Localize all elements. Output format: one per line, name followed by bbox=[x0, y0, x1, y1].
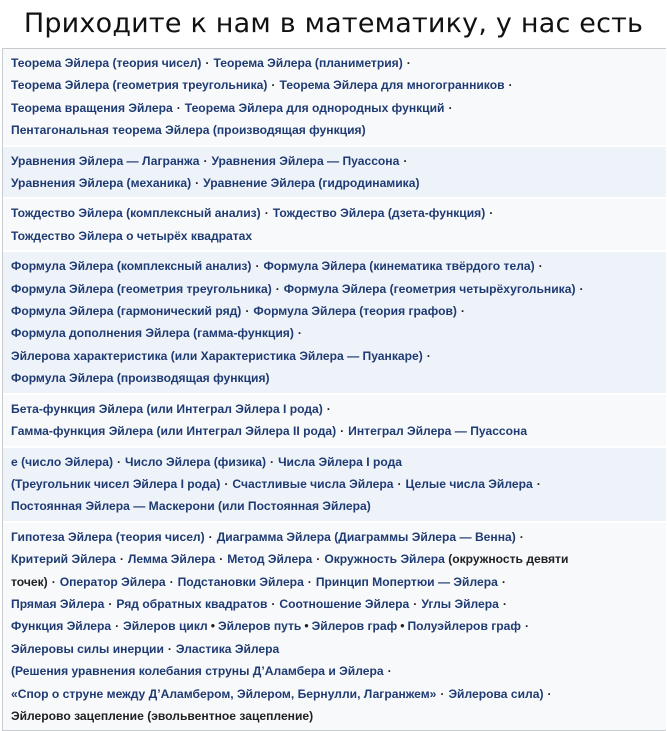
dot-separator: · bbox=[195, 176, 200, 191]
dot-separator: · bbox=[460, 304, 465, 319]
dot-separator: · bbox=[397, 476, 402, 491]
navbox-link[interactable]: Интеграл Эйлера — Пуассона bbox=[348, 424, 528, 439]
dot-separator: · bbox=[271, 596, 276, 611]
navbox-link[interactable]: Счастливые числа Эйлера bbox=[232, 476, 394, 491]
navbox-link[interactable]: Прямая Эйлера bbox=[11, 596, 105, 611]
navbox-line bbox=[11, 548, 658, 570]
navbox-line bbox=[11, 398, 658, 420]
dot-separator: · bbox=[519, 529, 524, 544]
dot-separator: · bbox=[307, 574, 312, 589]
navbox-link[interactable]: Теорема вращения Эйлера bbox=[11, 100, 173, 115]
navbox-link[interactable]: Эйлеров путь bbox=[217, 619, 302, 634]
dot-separator: · bbox=[119, 552, 124, 567]
dot-separator: · bbox=[316, 552, 321, 567]
navbox-line bbox=[11, 526, 658, 548]
navbox-group bbox=[3, 395, 666, 446]
navbox-line bbox=[11, 571, 658, 593]
navbox-line bbox=[11, 367, 658, 389]
navbox-link[interactable]: Подстановки Эйлера bbox=[177, 574, 304, 589]
navbox-link[interactable]: Диаграмма Эйлера (Диаграммы Эйлера — Венна) bbox=[216, 529, 516, 544]
dot-separator: · bbox=[208, 529, 213, 544]
navbox-link[interactable]: Формула Эйлера (кинематика твёрдого тела) bbox=[263, 259, 535, 274]
navbox-link[interactable]: Формула Эйлера (геометрия четырёхугольника) bbox=[283, 281, 576, 296]
dot-separator: · bbox=[536, 476, 541, 491]
navbox-line bbox=[11, 255, 658, 277]
navbox-link[interactable]: Числа Эйлера I рода bbox=[278, 454, 402, 469]
navbox-line bbox=[11, 638, 658, 660]
dot-separator: · bbox=[426, 348, 431, 363]
dot-separator: · bbox=[579, 281, 584, 296]
navbox-group bbox=[3, 49, 666, 145]
navbox-link[interactable]: Метод Эйлера bbox=[227, 552, 313, 567]
navbox-link[interactable]: (Решения уравнения колебания струны Д’Аламбера и Эйлера bbox=[11, 664, 384, 679]
dot-separator: · bbox=[255, 259, 260, 274]
navbox-link[interactable]: Эйлеров граф bbox=[311, 619, 398, 634]
navbox-line bbox=[11, 615, 658, 637]
navbox-link[interactable]: Тождество Эйлера о четырёх квадратах bbox=[11, 228, 253, 243]
dot-separator: · bbox=[203, 153, 208, 168]
navbox-link[interactable]: Бета-функция Эйлера (или Интеграл Эйлера I рода) bbox=[11, 401, 323, 416]
navbox-link[interactable]: Критерий Эйлера bbox=[11, 552, 116, 567]
navbox-link[interactable]: Ряд обратных квадратов bbox=[116, 596, 268, 611]
navbox-text: точек) bbox=[11, 574, 48, 589]
navbox-line bbox=[11, 593, 658, 615]
navbox-line bbox=[11, 705, 658, 727]
navbox-line bbox=[11, 322, 658, 344]
navbox-link[interactable]: Тождество Эйлера (дзета-функция) bbox=[272, 206, 486, 221]
navbox-line bbox=[11, 97, 658, 119]
dot-separator: · bbox=[489, 206, 494, 221]
dot-separator: · bbox=[406, 56, 411, 70]
bullet-separator: • bbox=[400, 619, 405, 634]
dot-separator: · bbox=[117, 454, 122, 469]
navbox-line bbox=[11, 660, 658, 682]
navbox-link[interactable]: Эйлеровы силы инерции bbox=[11, 641, 164, 656]
dot-separator: · bbox=[51, 574, 56, 589]
navbox-link[interactable]: Эластика Эйлера bbox=[175, 641, 280, 656]
navbox-link[interactable]: Пентагональная теорема Эйлера (производящая функция) bbox=[11, 123, 366, 138]
navbox-link[interactable]: Эйлеров цикл bbox=[123, 619, 208, 634]
navbox-link[interactable]: Гамма-функция Эйлера (или Интеграл Эйлера II рода) bbox=[11, 424, 337, 439]
navbox-link[interactable]: Теорема Эйлера (геометрия треугольника) bbox=[11, 78, 268, 93]
navbox-text: Эйлерово зацепление (эвольвентное зацепление) bbox=[11, 708, 314, 723]
navbox-link[interactable]: Формула Эйлера (комплексный анализ) bbox=[11, 259, 252, 274]
dot-separator: · bbox=[340, 424, 345, 439]
navbox-link[interactable]: Теорема Эйлера (теория чисел) bbox=[11, 56, 202, 70]
navbox-link[interactable]: Гипотеза Эйлера (теория чисел) bbox=[11, 529, 205, 544]
navbox-link[interactable]: Теорема Эйлера для однородных функций bbox=[184, 100, 445, 115]
navbox-link[interactable]: Оператор Эйлера bbox=[59, 574, 166, 589]
navbox-link[interactable]: Окружность Эйлера bbox=[324, 552, 445, 567]
navbox-link[interactable]: Тождество Эйлера (комплексный анализ) bbox=[11, 206, 261, 221]
dot-separator: · bbox=[387, 664, 392, 679]
navbox-link[interactable]: Теорема Эйлера (планиметрия) bbox=[213, 56, 403, 70]
navbox-link[interactable]: Формула Эйлера (производящая функция) bbox=[11, 371, 270, 386]
dot-separator: · bbox=[326, 401, 331, 416]
dot-separator: · bbox=[403, 153, 408, 168]
navbox-line bbox=[11, 420, 658, 442]
dot-separator: · bbox=[108, 596, 113, 611]
dot-separator: · bbox=[169, 574, 174, 589]
navbox-link[interactable]: Лемма Эйлера bbox=[127, 552, 216, 567]
navbox-link[interactable]: Принцип Мопертюи — Эйлера bbox=[315, 574, 498, 589]
dot-separator: · bbox=[448, 100, 453, 115]
navbox-line bbox=[11, 225, 658, 247]
dot-separator: · bbox=[219, 552, 224, 567]
dot-separator: · bbox=[264, 206, 269, 221]
navbox-link[interactable]: Полуэйлеров граф bbox=[407, 619, 521, 634]
navbox-text: (окружность девяти bbox=[444, 552, 569, 567]
navbox-link[interactable]: Формула дополнения Эйлера (гамма-функция) bbox=[11, 326, 294, 341]
navbox-link[interactable]: Теорема Эйлера для многогранников bbox=[279, 78, 505, 93]
navbox-line bbox=[11, 451, 658, 473]
navbox-link[interactable]: Уравнение Эйлера (гидродинамика) bbox=[203, 176, 420, 191]
navbox-link[interactable]: Число Эйлера (физика) bbox=[125, 454, 267, 469]
dot-separator: · bbox=[501, 574, 506, 589]
navbox-group bbox=[3, 252, 666, 392]
navbox-line bbox=[11, 172, 658, 194]
navbox-link[interactable]: Постоянная Эйлера — Маскерони (или Постоянная Эйлера) bbox=[11, 499, 371, 514]
dot-separator: · bbox=[176, 100, 181, 115]
bullet-separator: • bbox=[210, 619, 215, 634]
dot-separator: · bbox=[502, 596, 507, 611]
navbox bbox=[2, 48, 666, 731]
navbox-link[interactable]: Углы Эйлера bbox=[421, 596, 499, 611]
navbox-line bbox=[11, 495, 658, 517]
dot-separator: · bbox=[167, 641, 172, 656]
navbox-line bbox=[11, 52, 658, 74]
dot-separator: · bbox=[270, 454, 275, 469]
navbox-link[interactable]: Соотношение Эйлера bbox=[279, 596, 410, 611]
navbox-group bbox=[3, 199, 666, 250]
bullet-separator: • bbox=[304, 619, 309, 634]
navbox-line bbox=[11, 119, 658, 141]
dot-separator: · bbox=[224, 476, 229, 491]
navbox-link[interactable]: Формула Эйлера (геометрия треугольника) bbox=[11, 281, 272, 296]
navbox-link[interactable]: Уравнения Эйлера (механика) bbox=[11, 176, 192, 191]
dot-separator: · bbox=[524, 619, 530, 634]
page-title: Приходите к нам в математику, у нас есть bbox=[23, 8, 644, 39]
dot-separator: · bbox=[275, 281, 280, 296]
navbox-line bbox=[11, 202, 658, 224]
navbox-link[interactable]: Эйлерова характеристика (или Характеристика Эйлера — Пуанкаре) bbox=[11, 348, 423, 363]
dot-separator: · bbox=[297, 326, 302, 341]
dot-separator: · bbox=[271, 78, 276, 93]
dot-separator: · bbox=[440, 686, 445, 701]
navbox-line bbox=[11, 345, 658, 367]
navbox-link[interactable]: Эйлерова сила) bbox=[448, 686, 544, 701]
dot-separator: · bbox=[205, 56, 210, 70]
navbox-group bbox=[3, 448, 666, 521]
navbox-link[interactable]: «Спор о струне между Д’Аламбером, Эйлером, Бернулли, Лагранжем» bbox=[11, 686, 437, 701]
navbox-link[interactable]: e (число Эйлера) bbox=[11, 454, 113, 469]
dot-separator: · bbox=[413, 596, 418, 611]
navbox-link[interactable]: Целые числа Эйлера bbox=[405, 476, 533, 491]
dot-separator: · bbox=[508, 78, 513, 93]
navbox-link[interactable]: Функция Эйлера bbox=[11, 619, 112, 634]
navbox-line bbox=[11, 74, 658, 96]
navbox-link[interactable]: Формула Эйлера (гармонический ряд) bbox=[11, 304, 242, 319]
navbox-line bbox=[11, 150, 658, 172]
navbox-link[interactable]: Уравнения Эйлера — Лагранжа bbox=[11, 153, 200, 168]
navbox-link[interactable]: (Треугольник чисел Эйлера I рода) bbox=[11, 476, 221, 491]
dot-separator: · bbox=[538, 259, 543, 274]
navbox-group bbox=[3, 147, 666, 198]
navbox-line bbox=[11, 473, 658, 495]
dot-separator: · bbox=[547, 686, 552, 701]
navbox-line bbox=[11, 300, 658, 322]
navbox-group bbox=[3, 523, 666, 731]
navbox-line bbox=[11, 278, 658, 300]
dot-separator: · bbox=[115, 619, 120, 634]
navbox-link[interactable]: Уравнения Эйлера — Пуассона bbox=[211, 153, 400, 168]
navbox-line bbox=[11, 683, 658, 705]
dot-separator: · bbox=[245, 304, 250, 319]
navbox-link[interactable]: Формула Эйлера (теория графов) bbox=[253, 304, 457, 319]
